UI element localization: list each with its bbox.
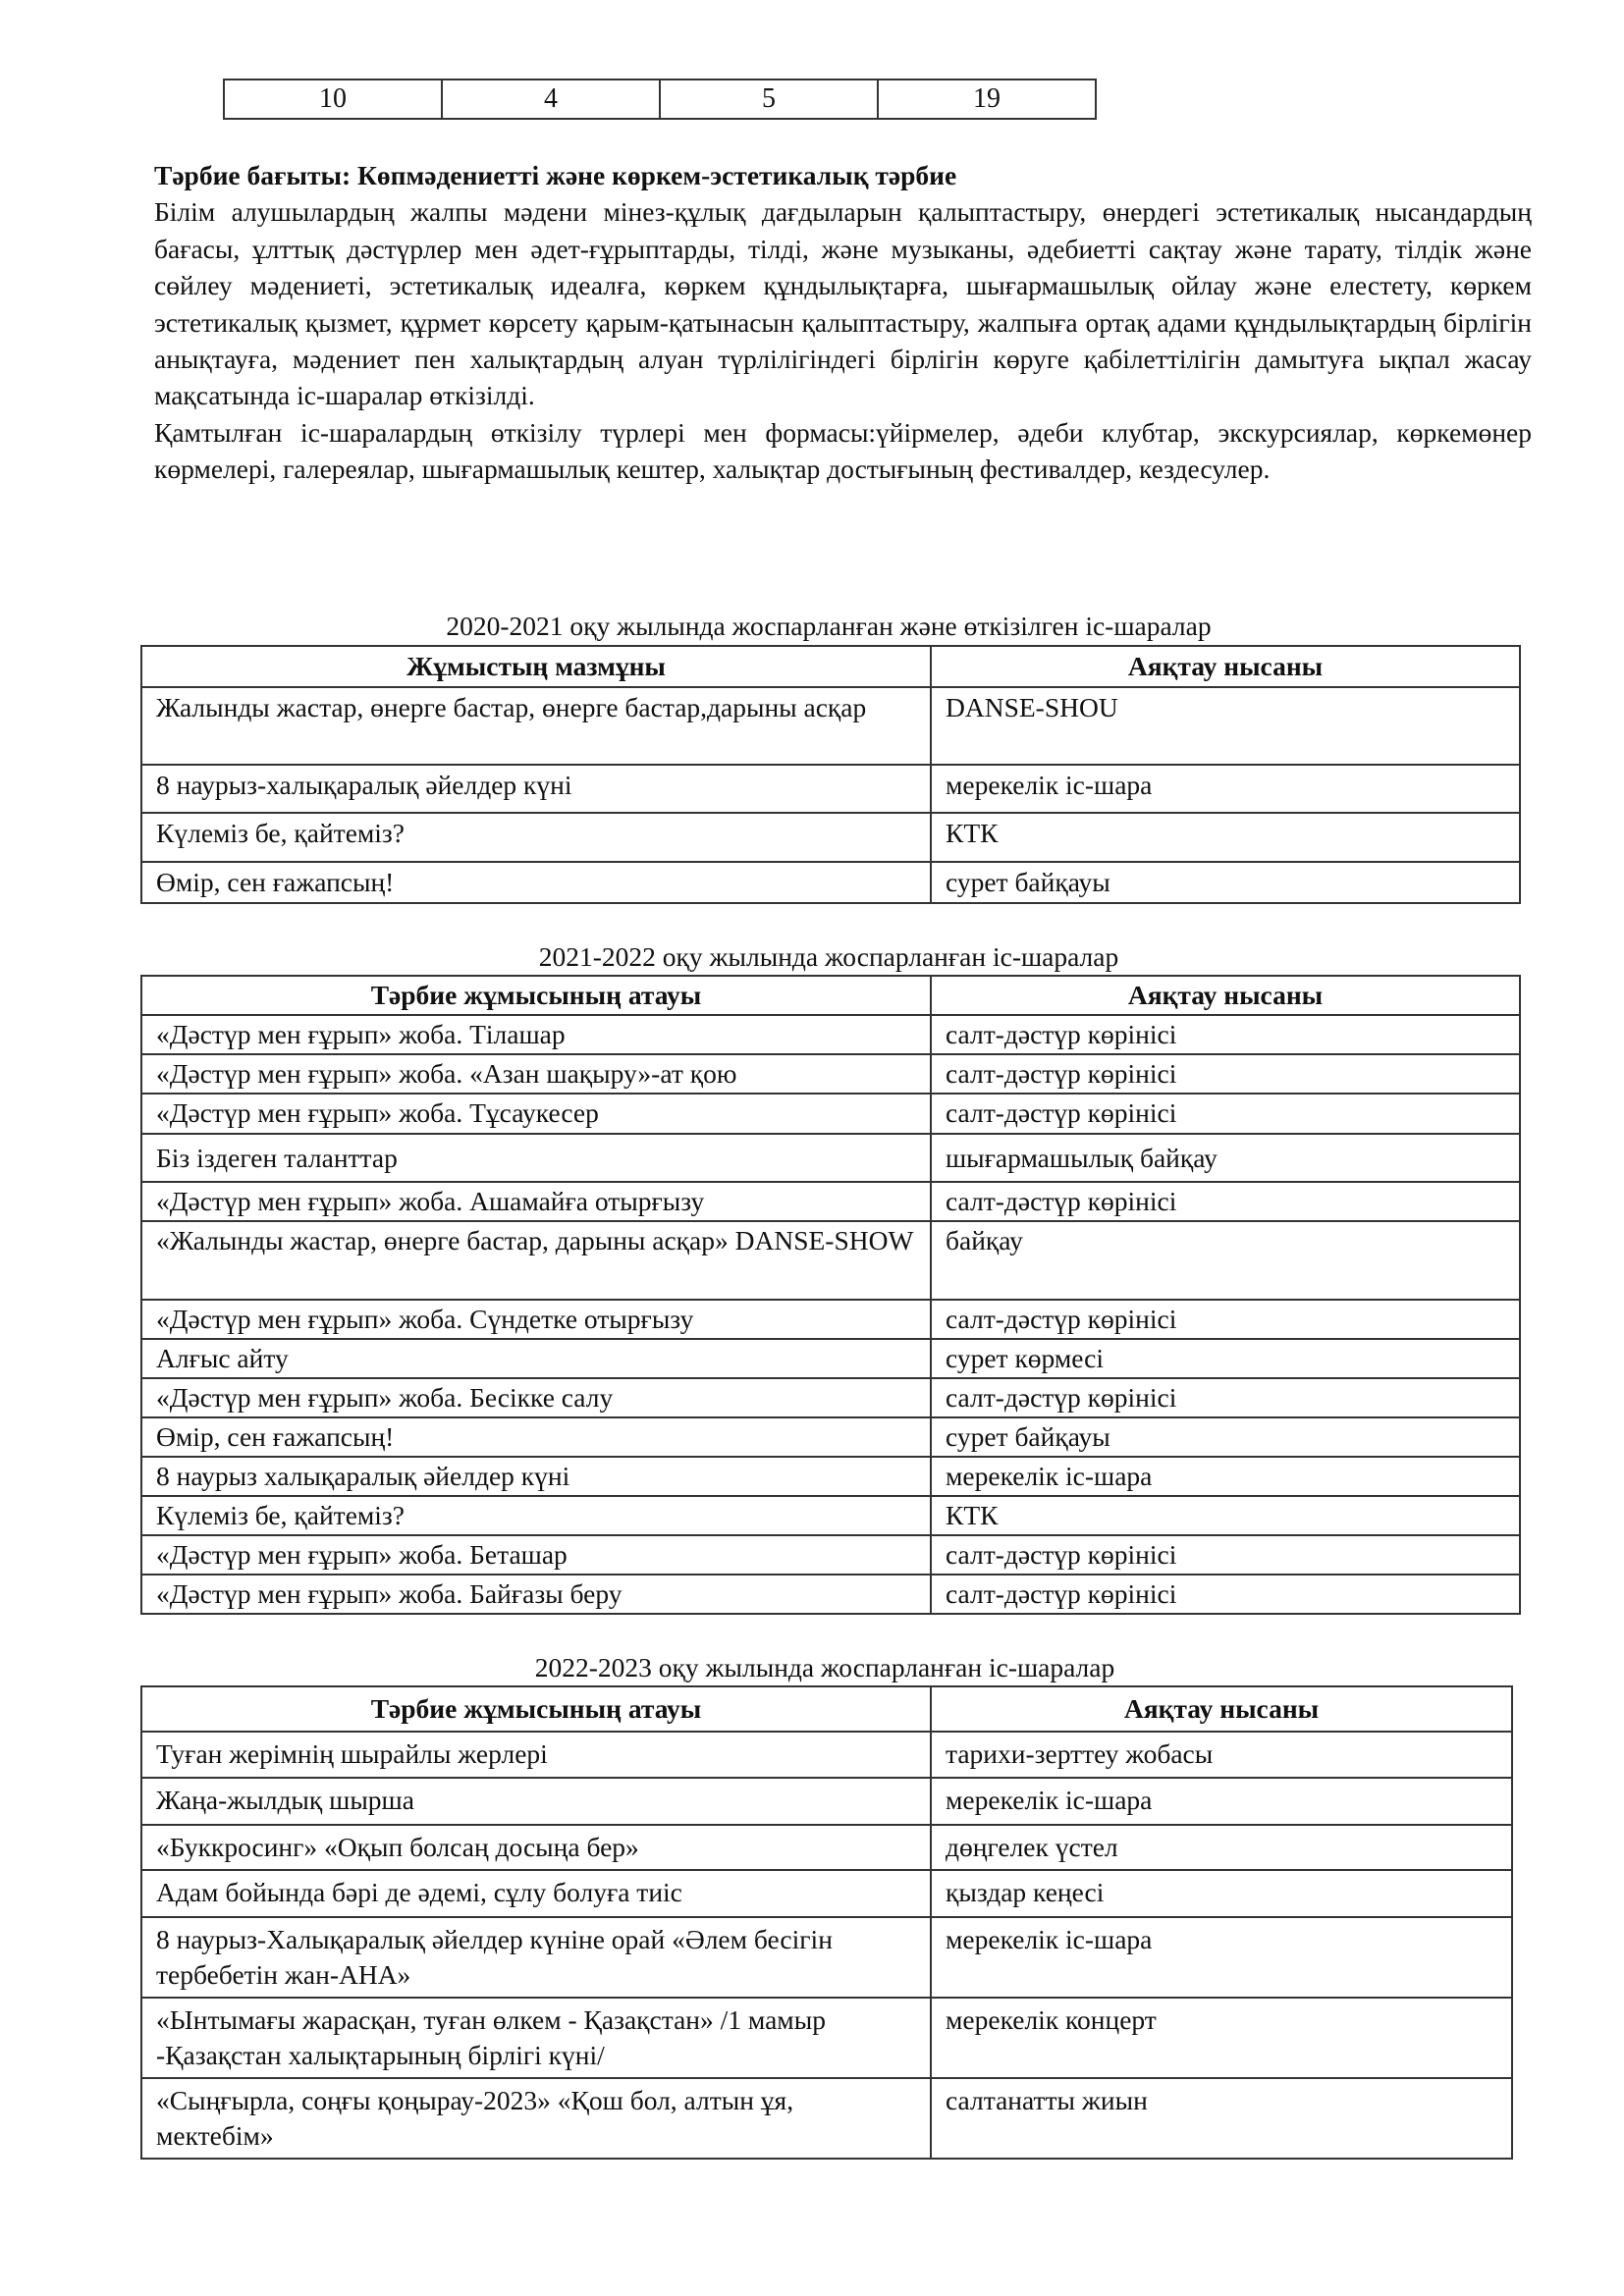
summary-table <box>223 79 1097 120</box>
event-name-cell: «Дәстүр мен ғұрып» жоба. «Азан шақыру»-ат қою <box>141 1054 931 1094</box>
section-heading: Тәрбие бағыты: Көпмәдениетті және көркем-эстетикалық тәрбие <box>154 160 957 190</box>
table-row <box>141 1378 1520 1417</box>
column-header: Жұмыстың мазмұны <box>141 646 931 687</box>
table-row <box>141 1457 1520 1496</box>
table-row <box>141 1496 1520 1535</box>
event-form-cell: сурет байқауы <box>931 862 1520 903</box>
table-row <box>141 1339 1520 1378</box>
event-name-cell: «Дәстүр мен ғұрып» жоба. Ашамайға отырғызу <box>141 1182 931 1221</box>
events-table-2022-2023 <box>140 1685 1513 2160</box>
column-header: Тәрбие жұмысының атауы <box>141 1686 931 1732</box>
table-header-row <box>141 976 1520 1015</box>
event-form-cell: дөңгелек үстел <box>931 1825 1512 1870</box>
event-form-cell: салт-дәстүр көрінісі <box>931 1015 1520 1054</box>
event-name-cell: Біз іздеген таланттар <box>141 1134 931 1182</box>
table-row <box>141 765 1520 813</box>
event-form-cell: КТК <box>931 1496 1520 1535</box>
event-name-cell: Күлеміз бе, қайтеміз? <box>141 813 931 862</box>
table-row <box>141 1535 1520 1575</box>
event-form-cell: КТК <box>931 813 1520 862</box>
table-row <box>141 1870 1512 1917</box>
table-header-row <box>141 1686 1512 1732</box>
event-form-cell: шығармашылық байқау <box>931 1134 1520 1182</box>
event-form-cell: мерекелік іс-шара <box>931 1457 1520 1496</box>
table-row <box>141 1825 1512 1870</box>
event-form-cell: мерекелік іс-шара <box>931 1917 1512 1998</box>
column-header: Аяқтау нысаны <box>931 646 1520 687</box>
event-form-cell: салт-дәстүр көрінісі <box>931 1575 1520 1614</box>
table-row <box>141 1134 1520 1182</box>
table-row <box>141 1300 1520 1339</box>
table-row <box>141 1998 1512 2078</box>
event-name-cell: «Дәстүр мен ғұрып» жоба. Тілашар <box>141 1015 931 1054</box>
table-row <box>141 1221 1520 1300</box>
event-name-cell: Адам бойында бәрі де әдемі, сұлу болуға тиіс <box>141 1870 931 1917</box>
section-paragraph-forms: Қамтылған іс-шаралардың өткізілу түрлері мен формасы:үйірмелер, әдеби клубтар, экскурсиялар, көркемөнер көрмелері, галереялар, шығармашылық кештер, халықтар достығының фестивалдер, кездесулер. <box>154 416 1532 485</box>
column-header: Тәрбие жұмысының атауы <box>141 976 931 1015</box>
event-name-cell: «Жалынды жастар, өнерге бастар, дарыны асқар» DANSE-SHOW <box>141 1221 931 1300</box>
table-header-row <box>141 646 1520 687</box>
event-name-cell: Күлеміз бе, қайтеміз? <box>141 1496 931 1535</box>
event-name-cell: 8 наурыз-халықаралық әйелдер күні <box>141 765 931 813</box>
summary-cell: 19 <box>878 80 1096 119</box>
table-row <box>141 1094 1520 1134</box>
event-name-cell: «Сыңғырла, соңғы қоңырау-2023» «Қош бол, алтын ұя, мектебім» <box>141 2078 931 2159</box>
event-name-cell: Өмір, сен ғажапсың! <box>141 1417 931 1457</box>
event-form-cell: салтанатты жиын <box>931 2078 1512 2159</box>
event-name-cell: «Дәстүр мен ғұрып» жоба. Бесікке салу <box>141 1378 931 1417</box>
table-row <box>141 1182 1520 1221</box>
section-paragraph-goals: Білім алушылардың жалпы мәдени мінез-құлық дағдыларын қалыптастыру, өнердегі эстетикалық нысандардың бағасы, ұлттық дәстүрлер мен әдет-ғұрыптарды, тілді, және музыканы, әдебиетті сақтау және тарату, тілдік және сөйлеу мәдениеті, эстетикалық идеалға, көркем құндылықтарға, шығармашылық ойлау және елестету, көркем эстетикалық қызмет, құрмет көрсету қарым-қатынасын қалыптастыру, жалпыға ортақ адами құндылықтардың бірлігін анықтауға, мәдениет пен халықтардың алуан түрлілігіндегі бірлігін көруге қабілеттілігін дамытуға ықпал жасау мақсатында іс-шаралар өткізілді. <box>154 196 1532 411</box>
event-name-cell: «Дәстүр мен ғұрып» жоба. Тұсаукесер <box>141 1094 931 1134</box>
table-row <box>141 862 1520 903</box>
event-name-cell: «Ынтымағы жарасқан, туған өлкем - Қазақстан» /1 мамыр -Қазақстан халықтарының бірлігі күні/ <box>141 1998 931 2078</box>
event-form-cell: салт-дәстүр көрінісі <box>931 1300 1520 1339</box>
summary-cell: 10 <box>224 80 442 119</box>
event-form-cell: салт-дәстүр көрінісі <box>931 1054 1520 1094</box>
event-form-cell: салт-дәстүр көрінісі <box>931 1094 1520 1134</box>
table-row <box>141 2078 1512 2159</box>
event-form-cell: тарихи-зерттеу жобасы <box>931 1732 1512 1778</box>
event-form-cell: мерекелік концерт <box>931 1998 1512 2078</box>
event-form-cell: қыздар кеңесі <box>931 1870 1512 1917</box>
table-row <box>141 1778 1512 1825</box>
events-table-2020-2021 <box>140 645 1521 904</box>
event-name-cell: «Дәстүр мен ғұрып» жоба. Сүндетке отырғызу <box>141 1300 931 1339</box>
event-form-cell: сурет байқауы <box>931 1417 1520 1457</box>
event-form-cell: салт-дәстүр көрінісі <box>931 1182 1520 1221</box>
table-caption-2020-2021: 2020-2021 оқу жылында жоспарланған және өткізілген іс-шаралар <box>446 611 1212 641</box>
event-form-cell: мерекелік іс-шара <box>931 1778 1512 1825</box>
table-row <box>141 1054 1520 1094</box>
event-name-cell: 8 наурыз халықаралық әйелдер күні <box>141 1457 931 1496</box>
event-form-cell: мерекелік іс-шара <box>931 765 1520 813</box>
event-name-cell: 8 наурыз-Халықаралық әйелдер күніне орай «Әлем бесігін тербебетін жан-АНА» <box>141 1917 931 1998</box>
table-row <box>141 1575 1520 1614</box>
event-form-cell: DANSE-SHOU <box>931 687 1520 765</box>
event-form-cell: салт-дәстүр көрінісі <box>931 1378 1520 1417</box>
summary-cell: 5 <box>660 80 878 119</box>
event-form-cell: байқау <box>931 1221 1520 1300</box>
table-row <box>141 813 1520 862</box>
summary-cell: 4 <box>442 80 660 119</box>
section-body <box>154 157 1532 488</box>
event-name-cell: Жалынды жастар, өнерге бастар, өнерге бастар,дарыны асқар <box>141 687 931 765</box>
event-name-cell: «Дәстүр мен ғұрып» жоба. Беташар <box>141 1535 931 1575</box>
events-table-2021-2022 <box>140 975 1521 1615</box>
column-header: Аяқтау нысаны <box>931 1686 1512 1732</box>
table-caption-2022-2023: 2022-2023 оқу жылында жоспарланған іс-шаралар <box>534 1652 1115 1682</box>
event-name-cell: «Дәстүр мен ғұрып» жоба. Байғазы беру <box>141 1575 931 1614</box>
table-row <box>141 687 1520 765</box>
table-row <box>141 1417 1520 1457</box>
event-name-cell: Жаңа-жылдық шырша <box>141 1778 931 1825</box>
event-name-cell: Алғыс айту <box>141 1339 931 1378</box>
summary-row <box>224 80 1096 119</box>
event-name-cell: «Буккросинг» «Оқып болсаң досыңа бер» <box>141 1825 931 1870</box>
event-name-cell: Өмір, сен ғажапсың! <box>141 862 931 903</box>
table-row <box>141 1015 1520 1054</box>
table-row <box>141 1917 1512 1998</box>
table-caption-2021-2022: 2021-2022 оқу жылында жоспарланған іс-шаралар <box>538 941 1119 972</box>
event-form-cell: салт-дәстүр көрінісі <box>931 1535 1520 1575</box>
table-row <box>141 1732 1512 1778</box>
event-name-cell: Туған жерімнің шырайлы жерлері <box>141 1732 931 1778</box>
column-header: Аяқтау нысаны <box>931 976 1520 1015</box>
event-form-cell: сурет көрмесі <box>931 1339 1520 1378</box>
